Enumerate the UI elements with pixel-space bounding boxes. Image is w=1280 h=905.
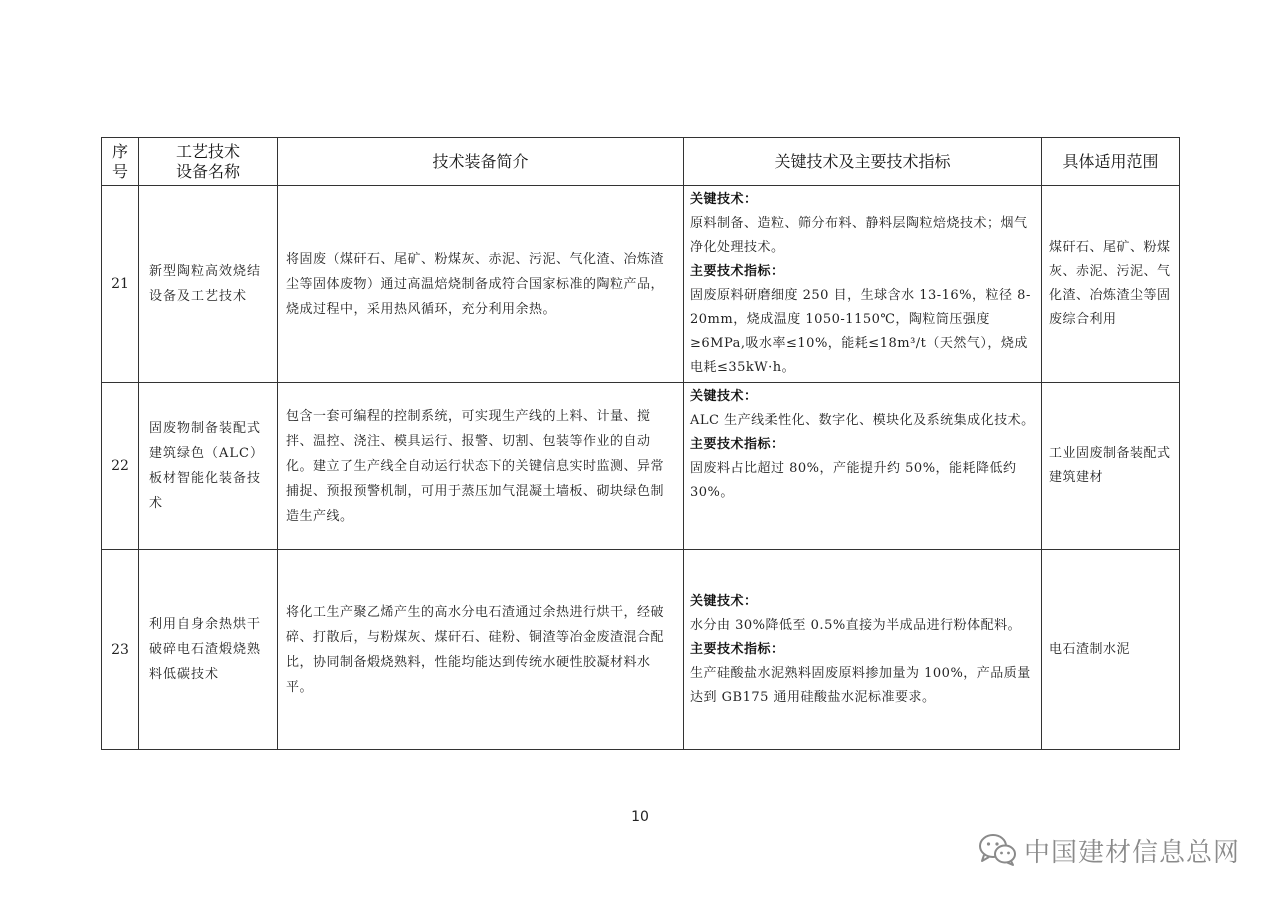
row-scope: 工业固废制备装配式建筑建材	[1042, 383, 1180, 550]
row-seq: 23	[102, 550, 139, 750]
header-seq: 序 号	[102, 138, 139, 186]
row-scope: 煤矸石、尾矿、粉煤灰、赤泥、污泥、气化渣、冶炼渣尘等固废综合利用	[1042, 186, 1180, 383]
row-intro: 将化工生产聚乙烯产生的高水分电石渣通过余热进行烘干，经破碎、打散后，与粉煤灰、煤矸石、硅粉、铜渣等冶金废渣混合配比，协同制备煅烧熟料，性能均能达到传统水硬性胶凝材料水平。	[278, 550, 684, 750]
indicators-label: 主要技术指标：	[690, 437, 785, 452]
indicators-text: 固废原料研磨细度 250 目，生球含水 13-16%，粒径 8-20mm，烧成温度 1050-1150℃，陶粒筒压强度≥6MPa,吸水率≤10%，能耗≤18m³/t（天然气），烧成电耗≤35kW·h。	[690, 288, 1031, 375]
table-row	[102, 186, 1180, 383]
key-tech-label: 关键技术：	[690, 593, 758, 609]
indicators-label: 主要技术指标：	[690, 641, 785, 657]
wechat-icon	[978, 833, 1018, 867]
header-key: 关键技术及主要技术指标	[684, 138, 1042, 186]
row-intro: 包含一套可编程的控制系统，可实现生产线的上料、计量、搅拌、温控、浇注、模具运行、报警、切割、包装等作业的自动化。建立了生产线全自动运行状态下的关键信息实时监测、异常捕捉、预报预警机制，可用于蒸压加气混凝土墙板、砌块绿色制造生产线。	[278, 383, 684, 550]
row-name: 利用自身余热烘干破碎电石渣煅烧熟料低碳技术	[139, 550, 278, 750]
row-key	[684, 550, 1042, 750]
key-tech-text: ALC 生产线柔性化、数字化、模块化及系统集成化技术。	[690, 413, 1035, 428]
header-name: 工艺技术 设备名称	[139, 138, 278, 186]
key-tech-text: 水分由 30%降低至 0.5%直接为半成品进行粉体配料。	[690, 617, 1022, 633]
header-intro: 技术装备简介	[278, 138, 684, 186]
row-scope: 电石渣制水泥	[1042, 550, 1180, 750]
table-row	[102, 383, 1180, 550]
row-name: 固废物制备装配式建筑绿色（ALC）板材智能化装备技术	[139, 383, 278, 550]
row-intro: 将固废（煤矸石、尾矿、粉煤灰、赤泥、污泥、气化渣、冶炼渣尘等固体废物）通过高温焙烧制备成符合国家标准的陶粒产品，烧成过程中，采用热风循环，充分利用余热。	[278, 186, 684, 383]
key-tech-text: 原料制备、造粒、筛分布料、静料层陶粒焙烧技术；烟气净化处理技术。	[690, 216, 1028, 255]
row-key	[684, 186, 1042, 383]
indicators-label: 主要技术指标：	[690, 264, 785, 279]
indicators-text: 固废料占比超过 80%，产能提升约 50%，能耗降低约 30%。	[690, 461, 1017, 500]
row-seq: 22	[102, 383, 139, 550]
table-header-row	[102, 138, 1180, 186]
technology-table	[101, 137, 1180, 750]
row-name: 新型陶粒高效烧结设备及工艺技术	[139, 186, 278, 383]
table-row	[102, 550, 1180, 750]
page-number: 10	[631, 809, 649, 825]
key-tech-label: 关键技术：	[690, 192, 758, 207]
watermark	[978, 832, 1240, 868]
indicators-text: 生产硅酸盐水泥熟料固废原料掺加量为 100%，产品质量达到 GB175 通用硅酸盐水泥标准要求。	[690, 665, 1031, 705]
key-tech-label: 关键技术：	[690, 389, 758, 404]
watermark-text: 中国建材信息总网	[1023, 837, 1240, 868]
header-scope: 具体适用范围	[1042, 138, 1180, 186]
row-key	[684, 383, 1042, 550]
row-seq: 21	[102, 186, 139, 383]
